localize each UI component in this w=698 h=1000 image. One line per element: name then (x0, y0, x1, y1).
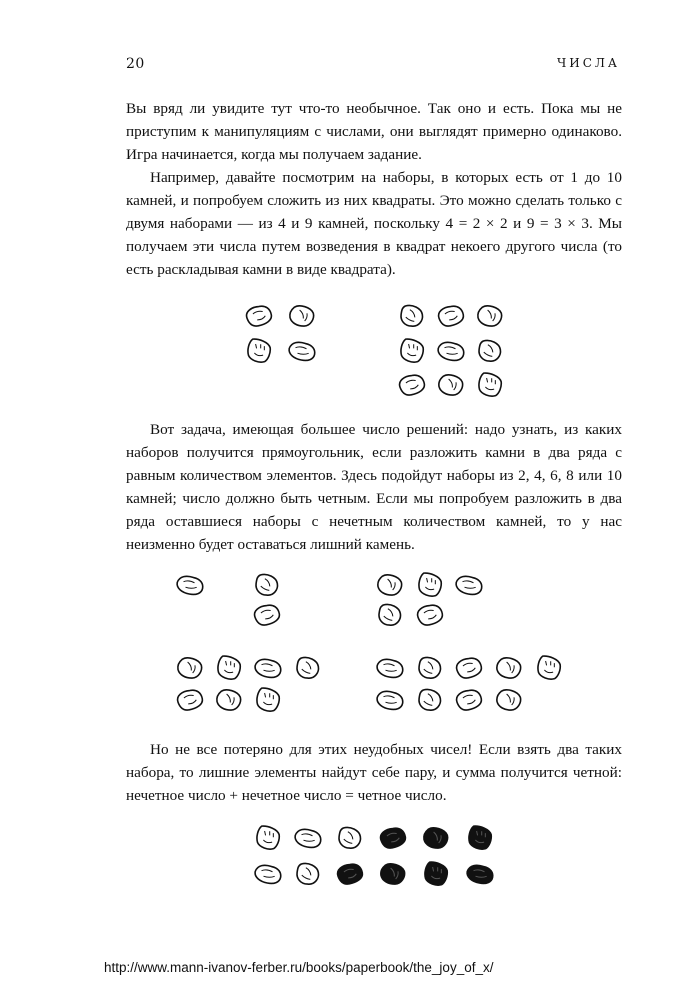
paragraph-4: Но не все потеряно для этих неудобных чисел! Если взять два таких набора, то лишние элементы найдут себе пару, и сумма получится четной: нечетное число + нечетное число = четное число. (126, 741, 622, 804)
page-number: 20 (126, 56, 145, 72)
paragraph-2: Например, давайте посмотрим на наборы, в которых есть от 1 до 10 камней, и попробуем сложить из них квадраты. Это можно сделать только с двумя наборами — из 4 и 9 камней, поскольку 4 = 2 × 2 и 9 = 3 × 3. Мы получаем эти числа путем возведения в квадрат некоего другого числа (то есть раскладывая камни в виде квадрата). (126, 169, 622, 278)
paragraph-1: Вы вряд ли увидите тут что-то необычное. Так оно и есть. Пока мы не приступим к манипуляциям с числами, они выглядят примерно одинаково. Игра начинается, когда мы получаем задание. (126, 100, 622, 163)
stone-dark (466, 863, 495, 885)
stone (294, 827, 323, 849)
running-head: ЧИСЛА (556, 56, 620, 70)
stone-dark (422, 861, 449, 887)
paragraph-3: Вот задача, имеющая большее число решений: надо узнать, из каких наборов получится прямоугольник, если разложить камни в два ряда с равным количеством элементов. Здесь подойдут наборы из 2, 4, 6, 8 или 10 камней; число должно быть четным. Если мы попробуем разложить в два ряда оставшиеся наборы с нечетным количеством камней, то у нас неизменно будет оставаться лишний камень. (126, 421, 622, 553)
stone (254, 825, 281, 851)
footer-url: http://www.mann-ivanov-ferber.ru/books/paperbook/the_joy_of_x/ (104, 960, 494, 975)
stone-dark (379, 861, 407, 887)
stone-dark (422, 825, 450, 851)
stone-dark (466, 825, 493, 851)
stone-dark (378, 825, 407, 851)
stone-dark (335, 861, 364, 887)
stone (254, 863, 283, 885)
stone (338, 826, 362, 849)
stone (296, 862, 320, 885)
